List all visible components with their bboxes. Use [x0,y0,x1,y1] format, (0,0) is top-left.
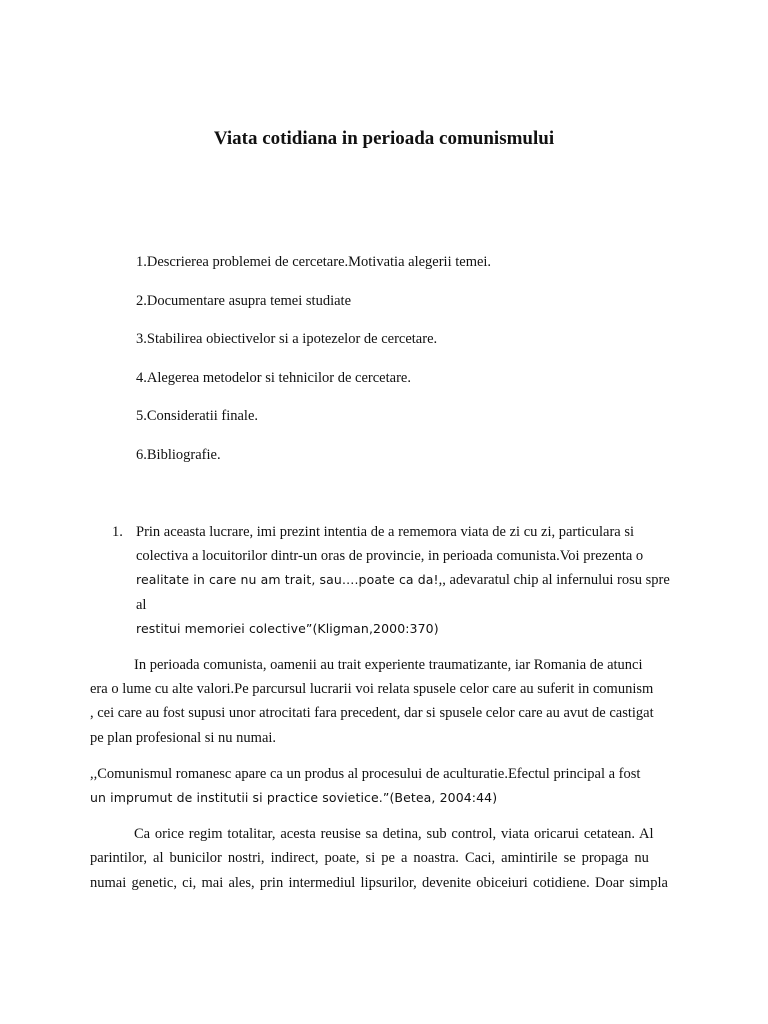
section-1-paragraph [90,520,682,641]
text-line: Ca orice regim totalitar, acesta reusise sa detina, sub control, viata oricarui cetatean. Al [134,826,654,843]
text-line: restitui memoriei colective”(Kligman,2000:370) [136,620,439,636]
toc-item: 3.Stabilirea obiectivelor si a ipotezelor de cercetare. [136,331,438,348]
toc-item: 2.Documentare asupra temei studiate [136,292,352,309]
section-number: 1. [112,524,123,540]
toc-item: 1.Descrierea problemei de cercetare.Motivatia alegerii temei. [136,254,492,270]
text-span: realitate in care nu am trait, sau….poate ca da! [136,572,439,588]
text-line: numai genetic, ci, mai ales, prin intermediul lipsurilor, devenite obiceiuri cotidiene. Doar simpla [90,874,668,891]
text-line: colectiva a locuitorilor dintr-un oras de provincie, in perioada comunista.Voi prezenta o [136,548,644,565]
text-line: un imprumut de institutii si practice sovietice.”(Betea, 2004:44) [90,790,498,806]
paragraph-2 [90,653,682,750]
text-line [136,568,682,616]
text-line: In perioada comunista, oamenii au trait experiente traumatizante, iar Romania de atunci [134,657,643,674]
toc-item: 4.Alegerea metodelor si tehnicilor de cercetare. [136,369,411,386]
text-line: Prin aceasta lucrare, imi prezint intentia de a rememora viata de zi cu zi, particulara si [136,524,634,540]
text-line: era o lume cu alte valori.Pe parcursul lucrarii voi relata spusele celor care au suferit in comunism [90,681,654,698]
toc-item: 6.Bibliografie. [136,446,221,463]
document-body [90,520,682,895]
toc-item: 5.Consideratii finale. [136,408,259,425]
paragraph-3 [90,822,682,895]
document-title: Viata cotidiana in perioada comunismului [213,128,555,149]
table-of-contents [136,252,491,484]
quote-paragraph [90,762,682,810]
text-line: pe plan profesional si nu numai. [90,729,277,746]
text-line: ,,Comunismul romanesc apare ca un produs al procesului de aculturatie.Efectul principal a fost [90,765,641,782]
text-span: ,, adevaratul chip al infernului rosu spre al [136,572,670,613]
text-line: , cei care au fost supusi unor atrocitati fara precedent, dar si spusele celor care au avut de castigat [90,705,654,722]
text-line: parintilor, al bunicilor nostri, indirect, poate, si pe a noastra. Caci, amintirile se propaga nu [90,850,649,867]
